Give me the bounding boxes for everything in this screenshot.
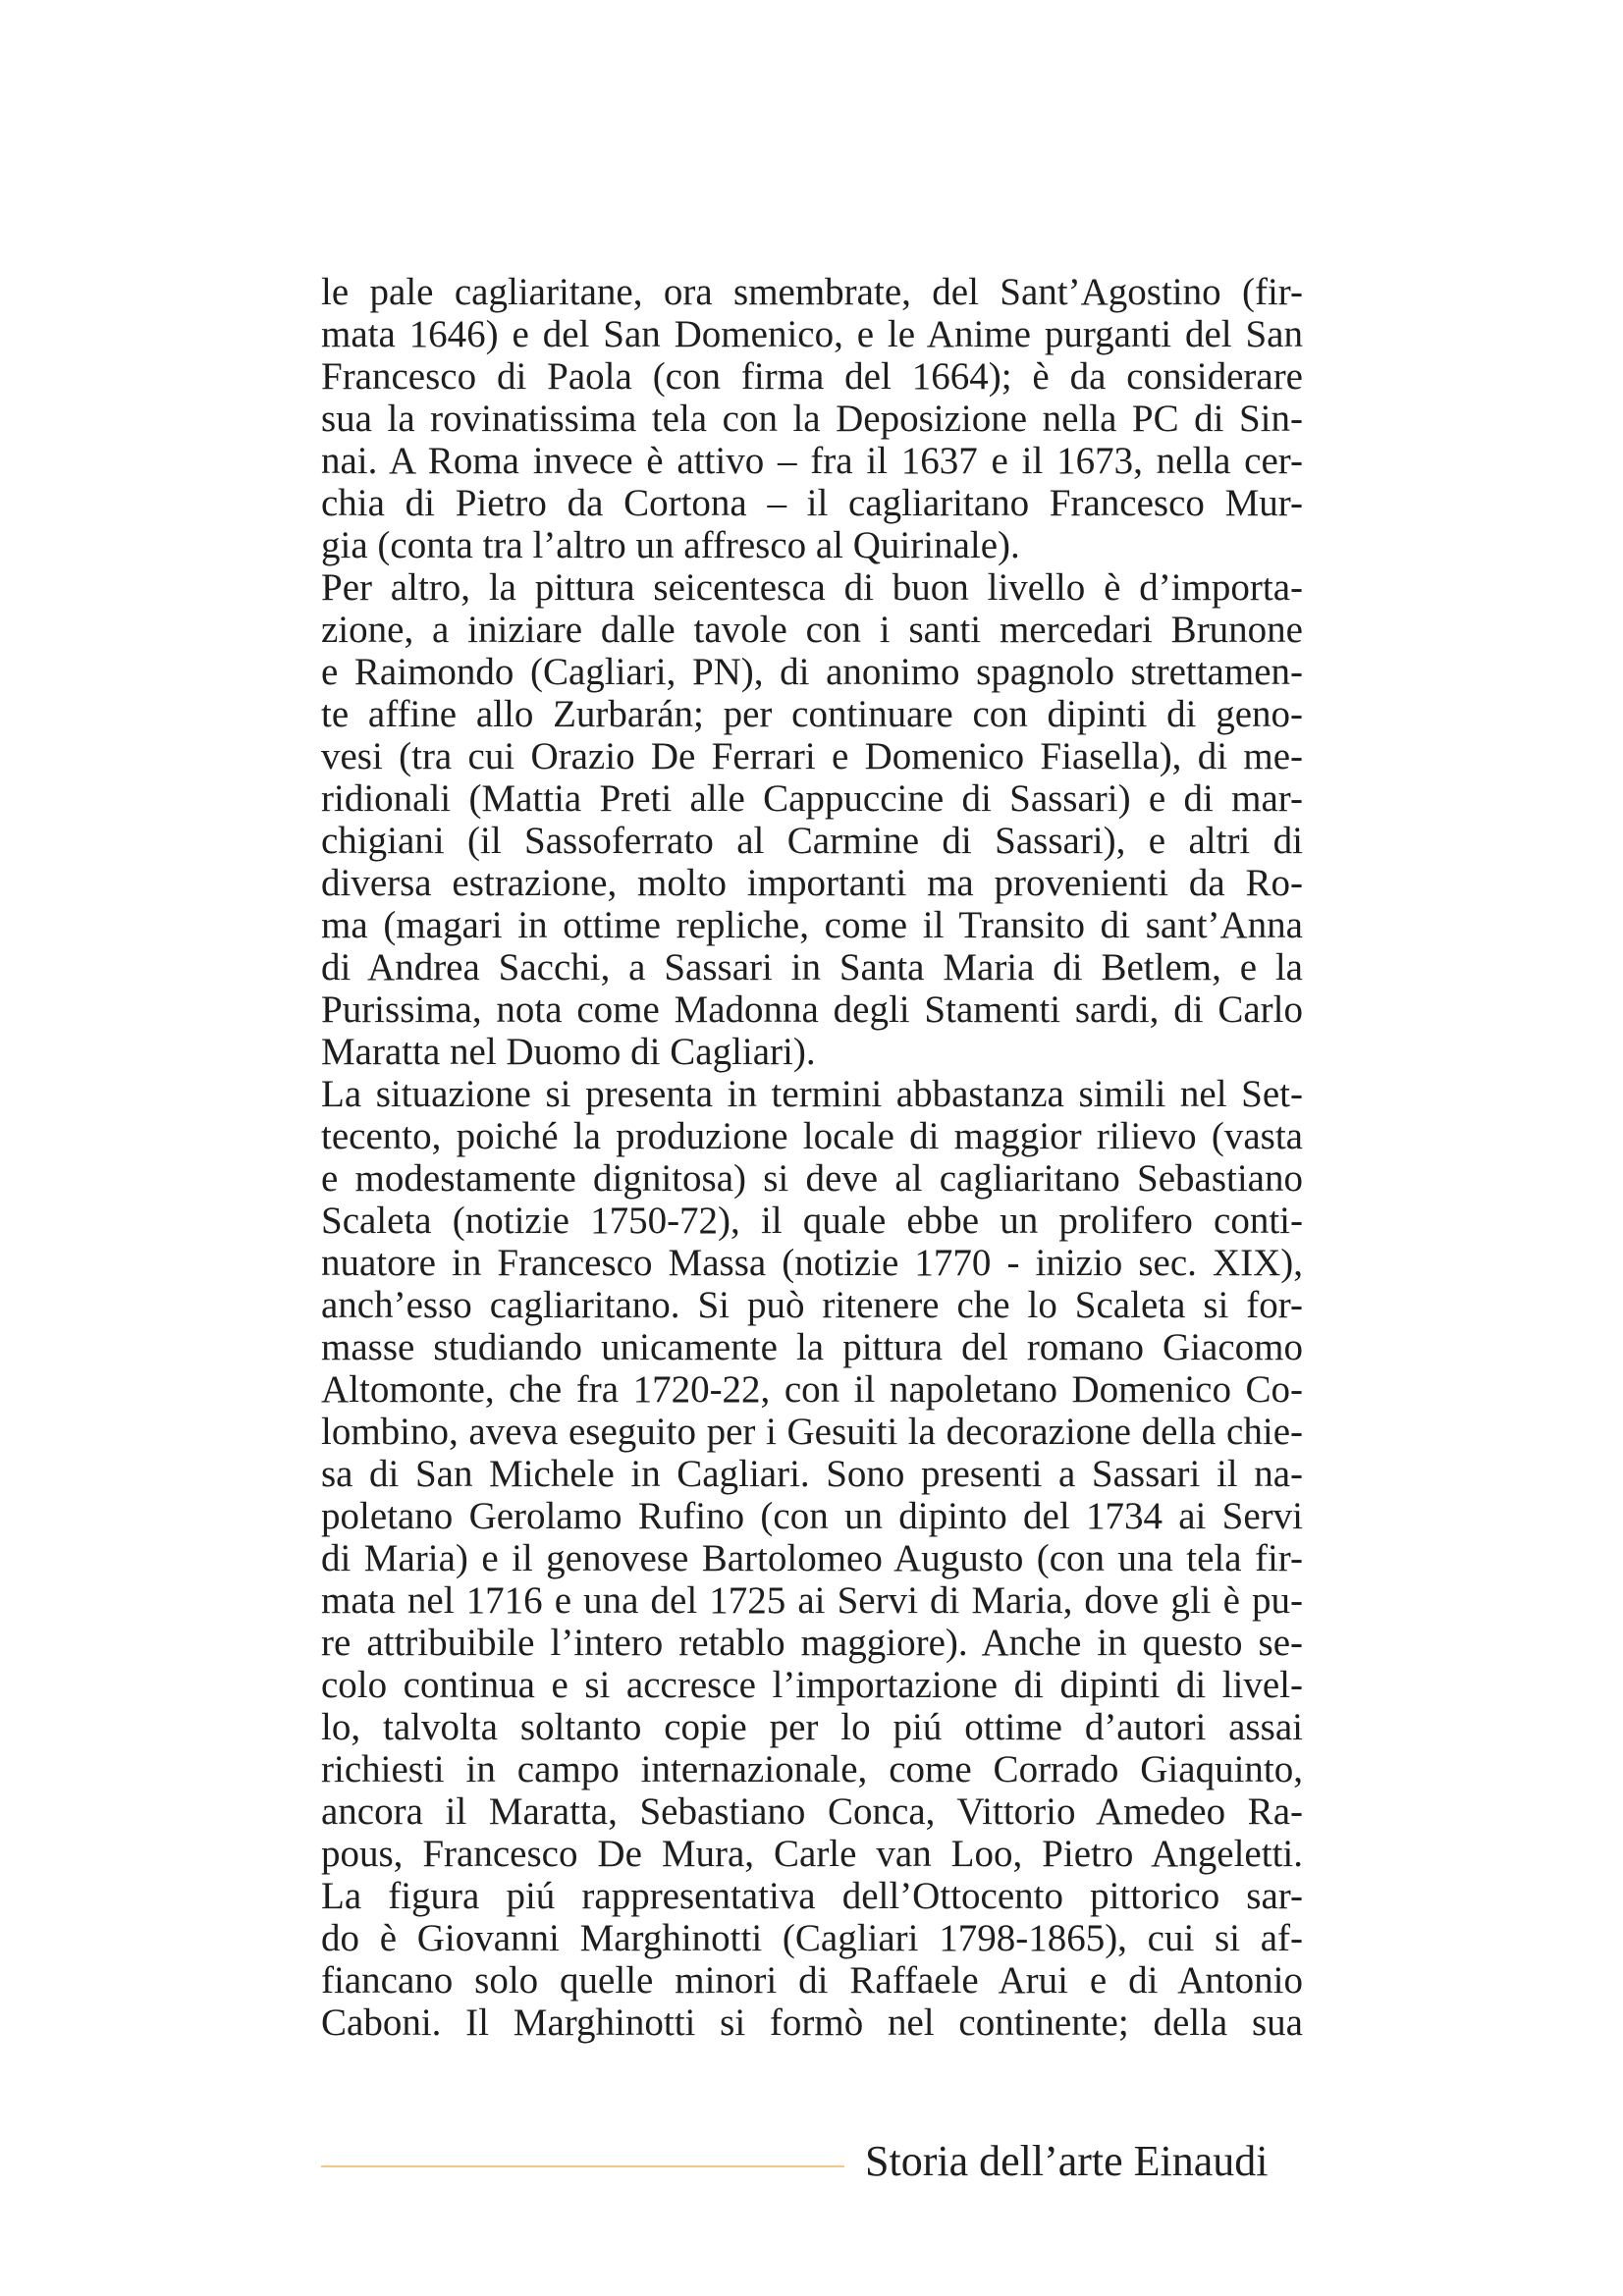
body-line: di Maria) e il genovese Bartolomeo Augusto (con una tela fir- (321, 1537, 1303, 1579)
body-line: di Andrea Sacchi, a Sassari in Santa Maria di Betlem, e la (321, 946, 1303, 988)
body-line: Per altro, la pittura seicentesca di buon livello è d’importa- (321, 566, 1303, 609)
body-line: Caboni. Il Marghinotti si formò nel continente; della sua (321, 2002, 1303, 2044)
body-line: fiancano solo quelle minori di Raffaele Arui e di Antonio (321, 1959, 1303, 2002)
body-line: re attribuibile l’intero retablo maggiore). Anche in questo se- (321, 1622, 1303, 1664)
body-line: gia (conta tra l’altro un affresco al Quirinale). (321, 524, 1020, 566)
body-line: lo, talvolta soltanto copie per lo piú ottime d’autori assai (321, 1706, 1303, 1748)
body-line: chigiani (il Sassoferrato al Carmine di Sassari), e altri di (321, 820, 1303, 862)
body-line: Francesco di Paola (con firma del 1664); è da considerare (321, 355, 1303, 398)
body-line: e modestamente dignitosa) si deve al cagliaritano Sebastiano (321, 1157, 1303, 1200)
body-line: Purissima, nota come Madonna degli Stamenti sardi, di Carlo (321, 988, 1303, 1031)
body-line: lombino, aveva eseguito per i Gesuiti la decorazione della chie- (321, 1411, 1303, 1453)
body-line: mata 1646) e del San Domenico, e le Anime purganti del San (321, 313, 1303, 355)
body-line: le pale cagliaritane, ora smembrate, del Sant’Agostino (fir- (321, 271, 1303, 313)
body-line: nuatore in Francesco Massa (notizie 1770 - inizio sec. XIX), (321, 1242, 1303, 1284)
body-line: zione, a iniziare dalle tavole con i santi mercedari Brunone (321, 609, 1303, 651)
body-line: masse studiando unicamente la pittura del romano Giacomo (321, 1326, 1303, 1368)
body-line: do è Giovanni Marghinotti (Cagliari 1798-1865), cui si af- (321, 1917, 1303, 1959)
body-text (321, 271, 1303, 2044)
body-line: anch’esso cagliaritano. Si può ritenere che lo Scaleta si for- (321, 1284, 1303, 1326)
body-line: colo continua e si accresce l’importazione di dipinti di livel- (321, 1664, 1303, 1706)
footer-divider (321, 2165, 844, 2167)
body-line: te affine allo Zurbarán; per continuare con dipinti di geno- (321, 693, 1303, 735)
body-line: Scaleta (notizie 1750-72), il quale ebbe un prolifero conti- (321, 1200, 1303, 1242)
body-line: nai. A Roma invece è attivo – fra il 1637 e il 1673, nella cer- (321, 440, 1303, 482)
body-line: poletano Gerolamo Rufino (con un dipinto del 1734 ai Servi (321, 1495, 1303, 1537)
body-line: Maratta nel Duomo di Cagliari). (321, 1031, 816, 1073)
body-line: ridionali (Mattia Preti alle Cappuccine di Sassari) e di mar- (321, 777, 1303, 820)
body-line: sua la rovinatissima tela con la Deposizione nella PC di Sin- (321, 398, 1303, 440)
body-line: diversa estrazione, molto importanti ma provenienti da Ro- (321, 862, 1303, 904)
body-line: Altomonte, che fra 1720-22, con il napoletano Domenico Co- (321, 1368, 1303, 1411)
body-line: tecento, poiché la produzione locale di maggior rilievo (vasta (321, 1115, 1303, 1157)
body-line: vesi (tra cui Orazio De Ferrari e Domenico Fiasella), di me- (321, 735, 1303, 777)
body-line: ma (magari in ottime repliche, come il Transito di sant’Anna (321, 904, 1303, 946)
body-line: e Raimondo (Cagliari, PN), di anonimo spagnolo strettamen- (321, 651, 1303, 693)
body-line: La situazione si presenta in termini abbastanza simili nel Set- (321, 1073, 1303, 1115)
body-line: mata nel 1716 e una del 1725 ai Servi di Maria, dove gli è pu- (321, 1579, 1303, 1622)
body-line: sa di San Michele in Cagliari. Sono presenti a Sassari il na- (321, 1453, 1303, 1495)
body-line: ancora il Maratta, Sebastiano Conca, Vittorio Amedeo Ra- (321, 1790, 1303, 1833)
body-line: chia di Pietro da Cortona – il cagliaritano Francesco Mur- (321, 482, 1303, 524)
body-line: richiesti in campo internazionale, come Corrado Giaquinto, (321, 1748, 1303, 1790)
footer-title: Storia dell’arte Einaudi (865, 2137, 1269, 2185)
body-line: pous, Francesco De Mura, Carle van Loo, Pietro Angeletti. (321, 1833, 1303, 1875)
body-line: La figura piú rappresentativa dell’Ottocento pittorico sar- (321, 1875, 1303, 1917)
